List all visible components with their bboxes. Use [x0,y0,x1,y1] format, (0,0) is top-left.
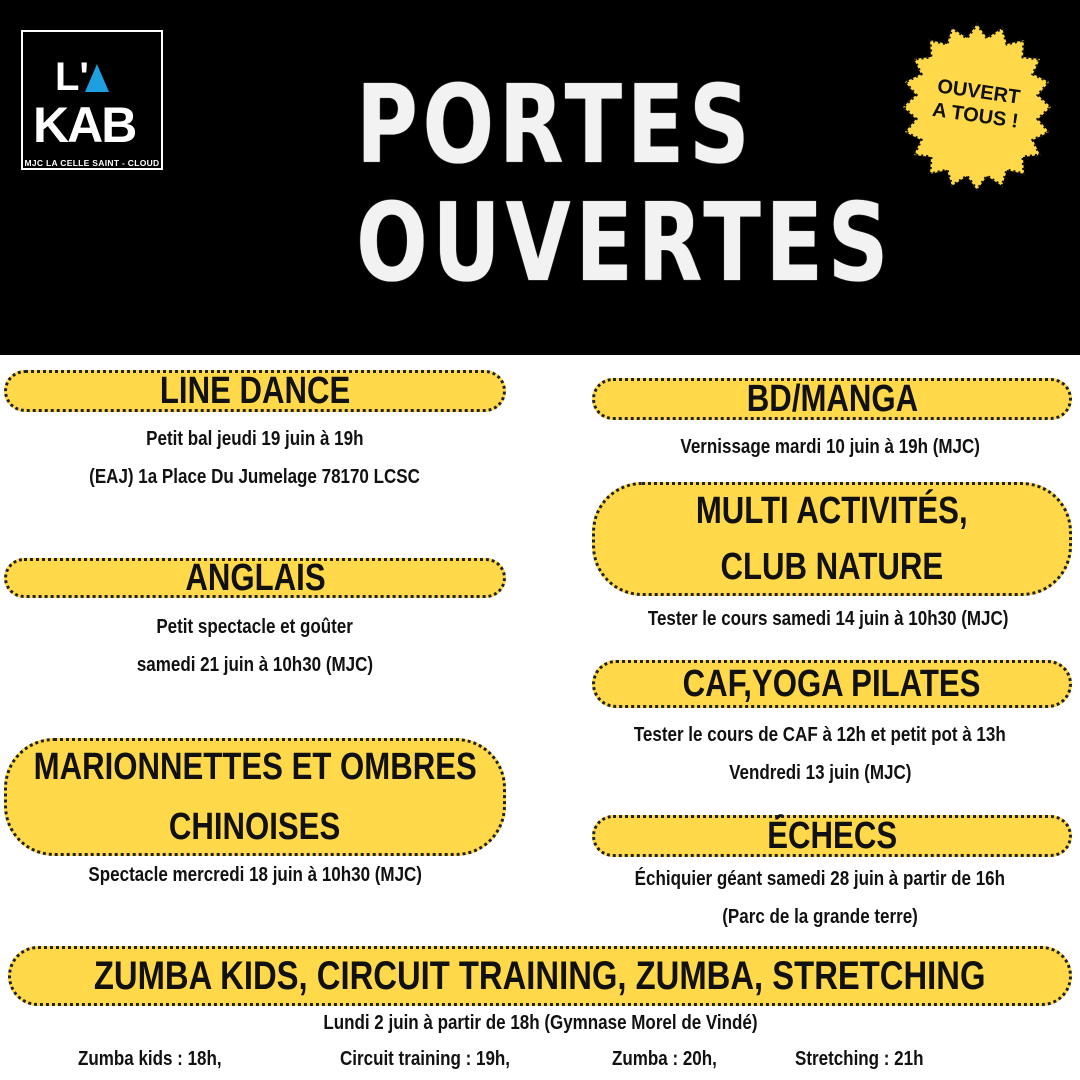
badge-line2: A TOUS ! [930,98,1020,133]
anglais-line2: samedi 21 juin à 10h30 (MJC) [136,654,374,676]
logo-letters-kab: KAB [33,97,136,152]
caf-heading [592,660,1072,708]
anglais-line1: Petit spectacle et goûter [156,616,354,638]
marionnettes-heading [4,738,506,856]
multi-heading [592,482,1072,596]
bd-manga-title: BD/MANGA [746,377,918,420]
marionnettes-details [4,856,506,894]
zumba-title: ZUMBA KIDS, CIRCUIT TRAINING, ZUMBA, STRETCHING [94,953,986,998]
schedule-stretching: Stretching : 21h [795,1048,924,1070]
logo-subtitle: MJC LA CELLE SAINT - CLOUD [24,158,160,168]
schedule-zumba: Zumba : 20h, [612,1048,717,1070]
caf-line1: Tester le cours de CAF à 12h et petit pot à 13h [634,724,1006,746]
schedule-circuit-training: Circuit training : 19h, [340,1048,511,1070]
marionnettes-title-line1: MARIONNETTES ET OMBRES [33,746,477,788]
line-dance-line1: Petit bal jeudi 19 juin à 19h [146,428,364,450]
multi-line1: Tester le cours samedi 14 juin à 10h30 (MJC) [647,608,1009,630]
echecs-heading [592,815,1072,857]
caf-details [560,716,1080,792]
lkab-logo [21,30,163,170]
anglais-title: ANGLAIS [184,556,326,599]
badge-line1: OUVERT [935,75,1022,109]
bd-manga-heading [592,378,1072,420]
line-dance-details [4,420,506,496]
zumba-heading [8,946,1072,1006]
multi-title-line2: CLUB NATURE [720,546,944,588]
caf-title: CAF,YOGA PILATES [683,662,981,705]
bd-manga-details [580,428,1080,466]
line-dance-heading [4,370,506,412]
caf-line2: Vendredi 13 juin (MJC) [728,762,912,784]
line-dance-line2: (EAJ) 1a Place Du Jumelage 78170 LCSC [89,466,421,488]
echecs-line2: (Parc de la grande terre) [722,906,918,928]
zumba-details [0,1012,1080,1035]
schedule-zumba-kids: Zumba kids : 18h, [78,1048,222,1070]
header-banner [0,0,1080,355]
line-dance-title: LINE DANCE [159,369,351,412]
zumba-line1: Lundi 2 juin à partir de 18h (Gymnase Morel de Vindé) [322,1012,758,1034]
multi-details [576,600,1080,638]
echecs-line1: Échiquier géant samedi 28 juin à partir de 16h [634,868,1006,890]
page-title-line1: PORTES [356,63,755,188]
bd-manga-line1: Vernissage mardi 10 juin à 19h (MJC) [680,436,980,458]
lkab-logo-mark [23,32,161,152]
page-title-line2: OUVERTES [356,181,894,306]
zumba-schedule [0,1048,1080,1080]
echecs-title: ÉCHECS [767,814,897,857]
marionnettes-title-line2: CHINOISES [169,806,341,848]
logo-letter-l: L' [55,55,89,99]
anglais-details [4,608,506,684]
echecs-details [560,860,1080,936]
marionnettes-line1: Spectacle mercredi 18 juin à 10h30 (MJC) [88,864,422,886]
anglais-heading [4,558,506,598]
multi-title-line1: MULTI ACTIVITÉS, [696,490,968,532]
